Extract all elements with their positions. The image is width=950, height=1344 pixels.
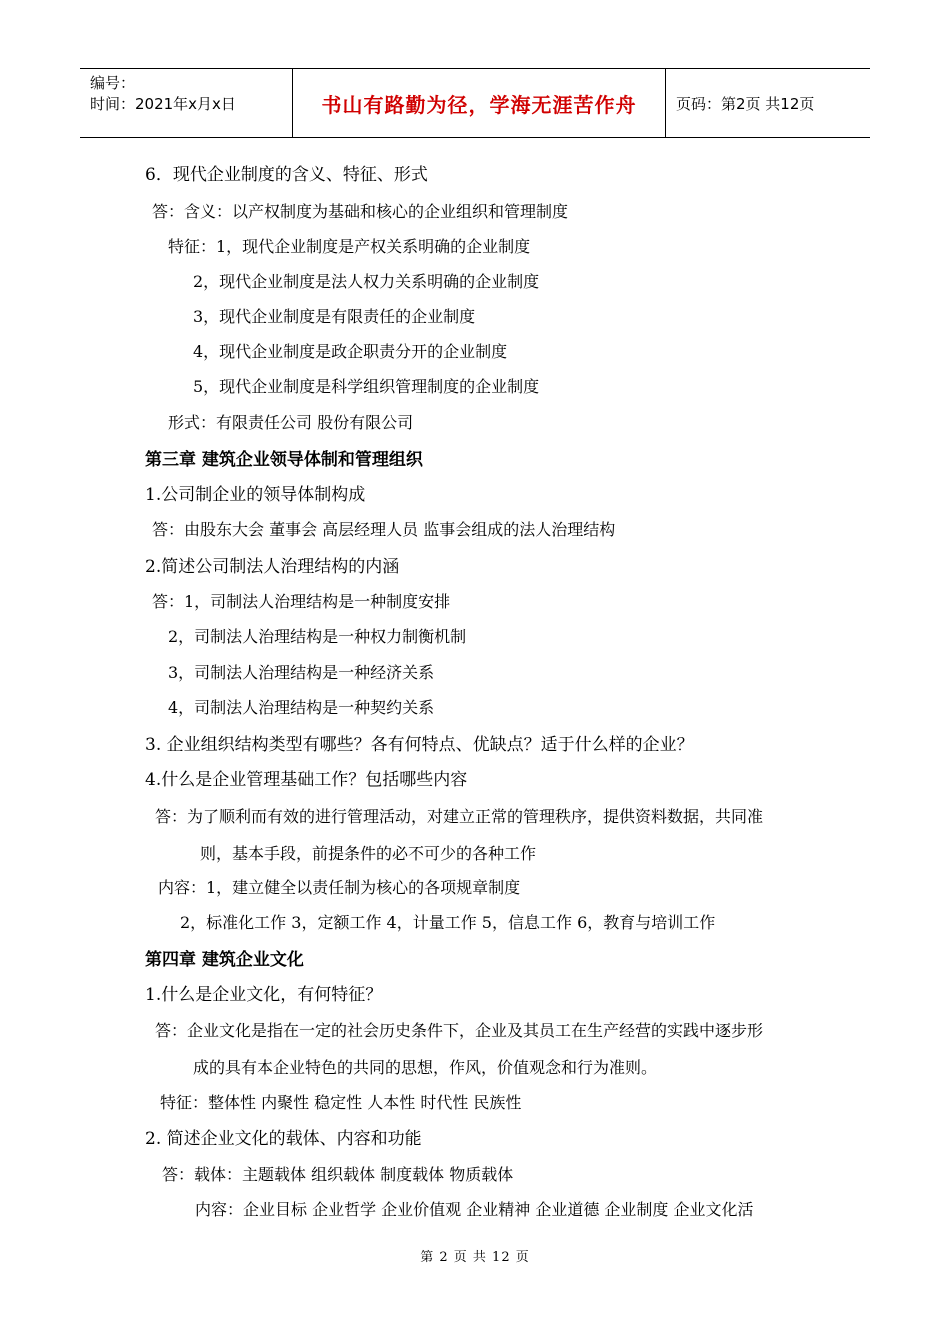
answer-line: 答：企业文化是指在一定的社会历史条件下，企业及其员工在生产经营的实践中逐步形 [155, 1021, 764, 1040]
answer-line: 5，现代企业制度是科学组织管理制度的企业制度 [193, 377, 540, 396]
chapter-heading: 第三章 建筑企业领导体制和管理组织 [145, 450, 423, 470]
question-heading: 3. 企业组织结构类型有哪些？各有何特点、优缺点？适于什么样的企业？ [145, 735, 694, 755]
question-heading: 1.公司制企业的领导体制构成 [145, 485, 366, 505]
chapter-heading: 第四章 建筑企业文化 [145, 950, 304, 970]
answer-line: 特征：1，现代企业制度是产权关系明确的企业制度 [168, 237, 531, 256]
header-page-info: 页码：第2页 共12页 [676, 94, 815, 113]
answer-line: 2，标准化工作 3，定额工作 4，计量工作 5，信息工作 6，教育与培训工作 [180, 913, 716, 932]
answer-line: 形式：有限责任公司 股份有限公司 [168, 413, 414, 432]
question-heading: 1.什么是企业文化，有何特征？ [145, 985, 383, 1005]
answer-line: 内容：企业目标 企业哲学 企业价值观 企业精神 企业道德 企业制度 企业文化活 [195, 1200, 754, 1219]
answer-line: 内容：1，建立健全以责任制为核心的各项规章制度 [158, 878, 521, 897]
answer-line: 3，现代企业制度是有限责任的企业制度 [193, 307, 476, 326]
question-heading: 4.什么是企业管理基础工作？包括哪些内容 [145, 770, 468, 790]
answer-line: 成的具有本企业特色的共同的思想，作风，价值观念和行为准则。 [193, 1058, 658, 1077]
answer-line: 3，司制法人治理结构是一种经济关系 [168, 663, 435, 682]
question-heading: 6．现代企业制度的含义、特征、形式 [145, 165, 428, 185]
question-heading: 2. 简述企业文化的载体、内容和功能 [145, 1129, 422, 1149]
page-footer: 第 2 页 共 12 页 [420, 1250, 530, 1265]
question-heading: 2.简述公司制法人治理结构的内涵 [145, 557, 400, 577]
answer-line: 答：含义：以产权制度为基础和核心的企业组织和管理制度 [152, 202, 569, 221]
document-date: 时间：2021年x月x日 [90, 95, 236, 113]
answer-line: 则，基本手段，前提条件的必不可少的各种工作 [200, 844, 537, 863]
answer-line: 答：1，司制法人治理结构是一种制度安排 [152, 592, 451, 611]
header-left-cell [80, 69, 292, 137]
header-motto: 书山有路勤为径，学海无涯苦作舟 [292, 69, 666, 137]
answer-line: 2，司制法人治理结构是一种权力制衡机制 [168, 627, 467, 646]
document-code-label: 编号： [90, 74, 136, 92]
page-header [80, 68, 870, 138]
answer-line: 特征：整体性 内聚性 稳定性 人本性 时代性 民族性 [160, 1093, 522, 1112]
answer-line: 答：由股东大会 董事会 高层经理人员 监事会组成的法人治理结构 [152, 520, 616, 539]
answer-line: 答：为了顺利而有效的进行管理活动，对建立正常的管理秩序，提供资料数据，共同准 [155, 807, 764, 826]
answer-line: 答：载体：主题载体 组织载体 制度载体 物质载体 [162, 1165, 514, 1184]
answer-line: 2，现代企业制度是法人权力关系明确的企业制度 [193, 272, 540, 291]
answer-line: 4，司制法人治理结构是一种契约关系 [168, 698, 435, 717]
answer-line: 4，现代企业制度是政企职责分开的企业制度 [193, 342, 508, 361]
